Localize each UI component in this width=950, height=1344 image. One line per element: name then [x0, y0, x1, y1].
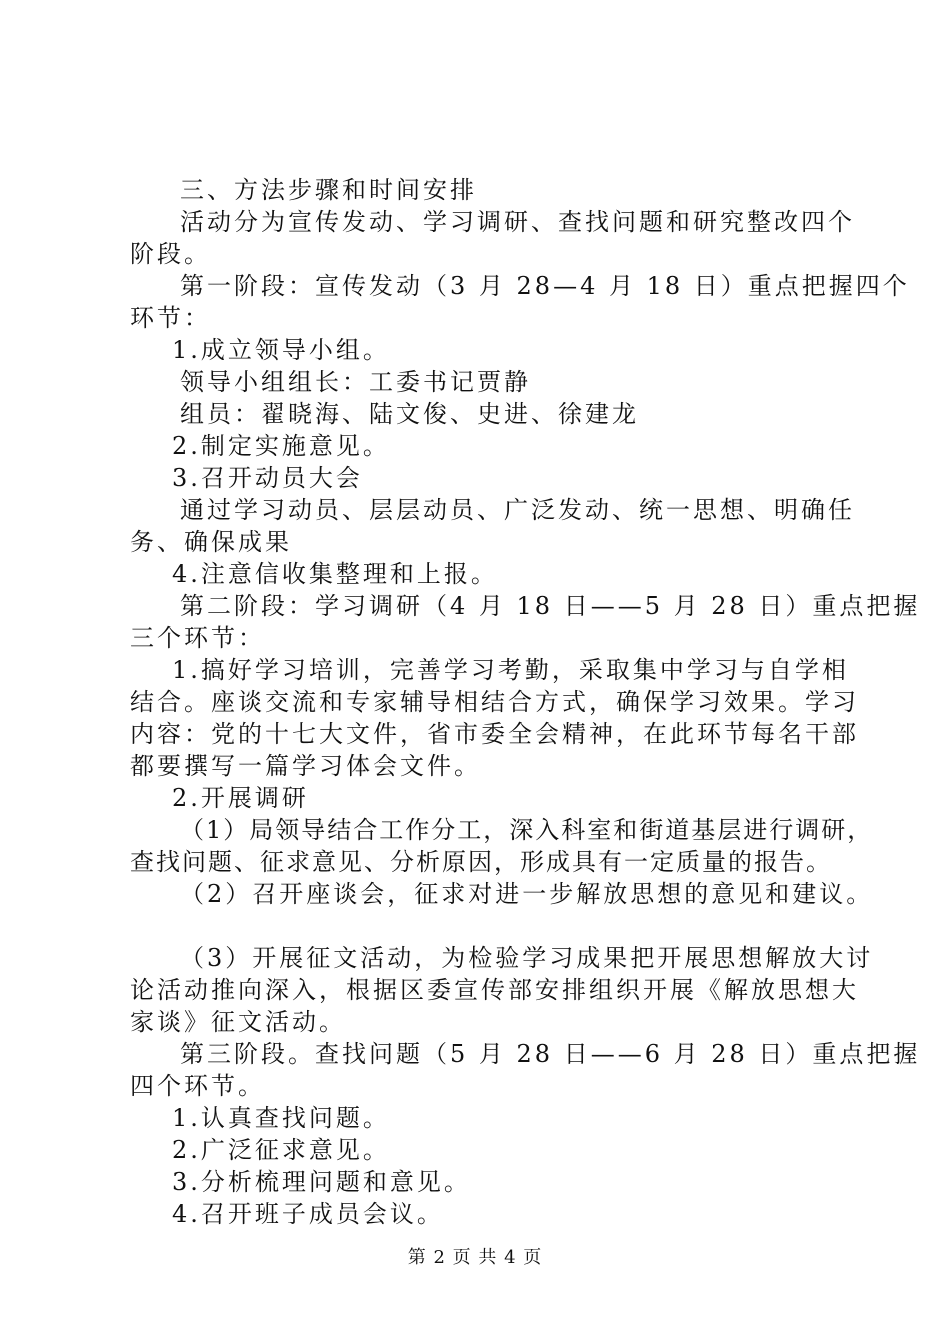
stage-heading: 第二阶段：学习调研（4 月 18 日——5 月 28 日）重点把握: [180, 592, 921, 620]
paragraph-line: 务、确保成果: [130, 528, 292, 556]
stage-heading: 第三阶段。查找问题（5 月 28 日——6 月 28 日）重点把握: [180, 1040, 921, 1068]
list-item: 3.召开动员大会: [172, 464, 363, 492]
paragraph-line: （2）召开座谈会，征求对进一步解放思想的意见和建议。: [180, 880, 874, 908]
paragraph-line: 都要撰写一篇学习体会文件。: [130, 752, 481, 780]
paragraph-line: 查找问题、征求意见、分析原因，形成具有一定质量的报告。: [130, 848, 832, 876]
paragraph-line: （3）开展征文活动，为检验学习成果把开展思想解放大讨: [180, 944, 874, 972]
paragraph-line: 环节：: [130, 304, 211, 332]
paragraph-line: （1）局领导结合工作分工，深入科室和街道基层进行调研，: [180, 816, 874, 844]
list-item: 1.认真查找问题。: [172, 1104, 390, 1132]
page-number-footer: 第 2 页 共 4 页: [407, 1247, 543, 1268]
list-item: 1.搞好学习培训，完善学习考勤，采取集中学习与自学相: [172, 656, 849, 684]
list-item: 4.召开班子成员会议。: [172, 1200, 444, 1228]
list-item: 4.注意信收集整理和上报。: [172, 560, 498, 588]
list-item: 2.广泛征求意见。: [172, 1136, 390, 1164]
list-item: 2.开展调研: [172, 784, 309, 812]
list-item: 2.制定实施意见。: [172, 432, 390, 460]
paragraph-line: 三个环节：: [130, 624, 265, 652]
paragraph-line: 家谈》征文活动。: [130, 1008, 346, 1036]
paragraph-line: 内容：党的十七大文件，省市委全会精神，在此环节每名干部: [130, 720, 859, 748]
stage-heading: 第一阶段：宣传发动（3 月 28—4 月 18 日）重点把握四个: [180, 272, 910, 300]
list-item: 3.分析梳理问题和意见。: [172, 1168, 471, 1196]
paragraph-line: 领导小组组长：工委书记贾静: [180, 368, 531, 396]
paragraph-line: 活动分为宣传发动、学习调研、查找问题和研究整改四个: [180, 208, 855, 236]
paragraph-line: 组员：翟晓海、陆文俊、史进、徐建龙: [180, 400, 639, 428]
list-item: 1.成立领导小组。: [172, 336, 390, 364]
paragraph-line: 通过学习动员、层层动员、广泛发动、统一思想、明确任: [180, 496, 855, 524]
paragraph-line: 结合。座谈交流和专家辅导相结合方式，确保学习效果。学习: [130, 688, 859, 716]
paragraph-line: 论活动推向深入，根据区委宣传部安排组织开展《解放思想大: [130, 976, 859, 1004]
paragraph-line: 阶段。: [130, 240, 211, 268]
paragraph-line: 四个环节。: [130, 1072, 265, 1100]
section-heading: 三、方法步骤和时间安排: [180, 176, 477, 204]
